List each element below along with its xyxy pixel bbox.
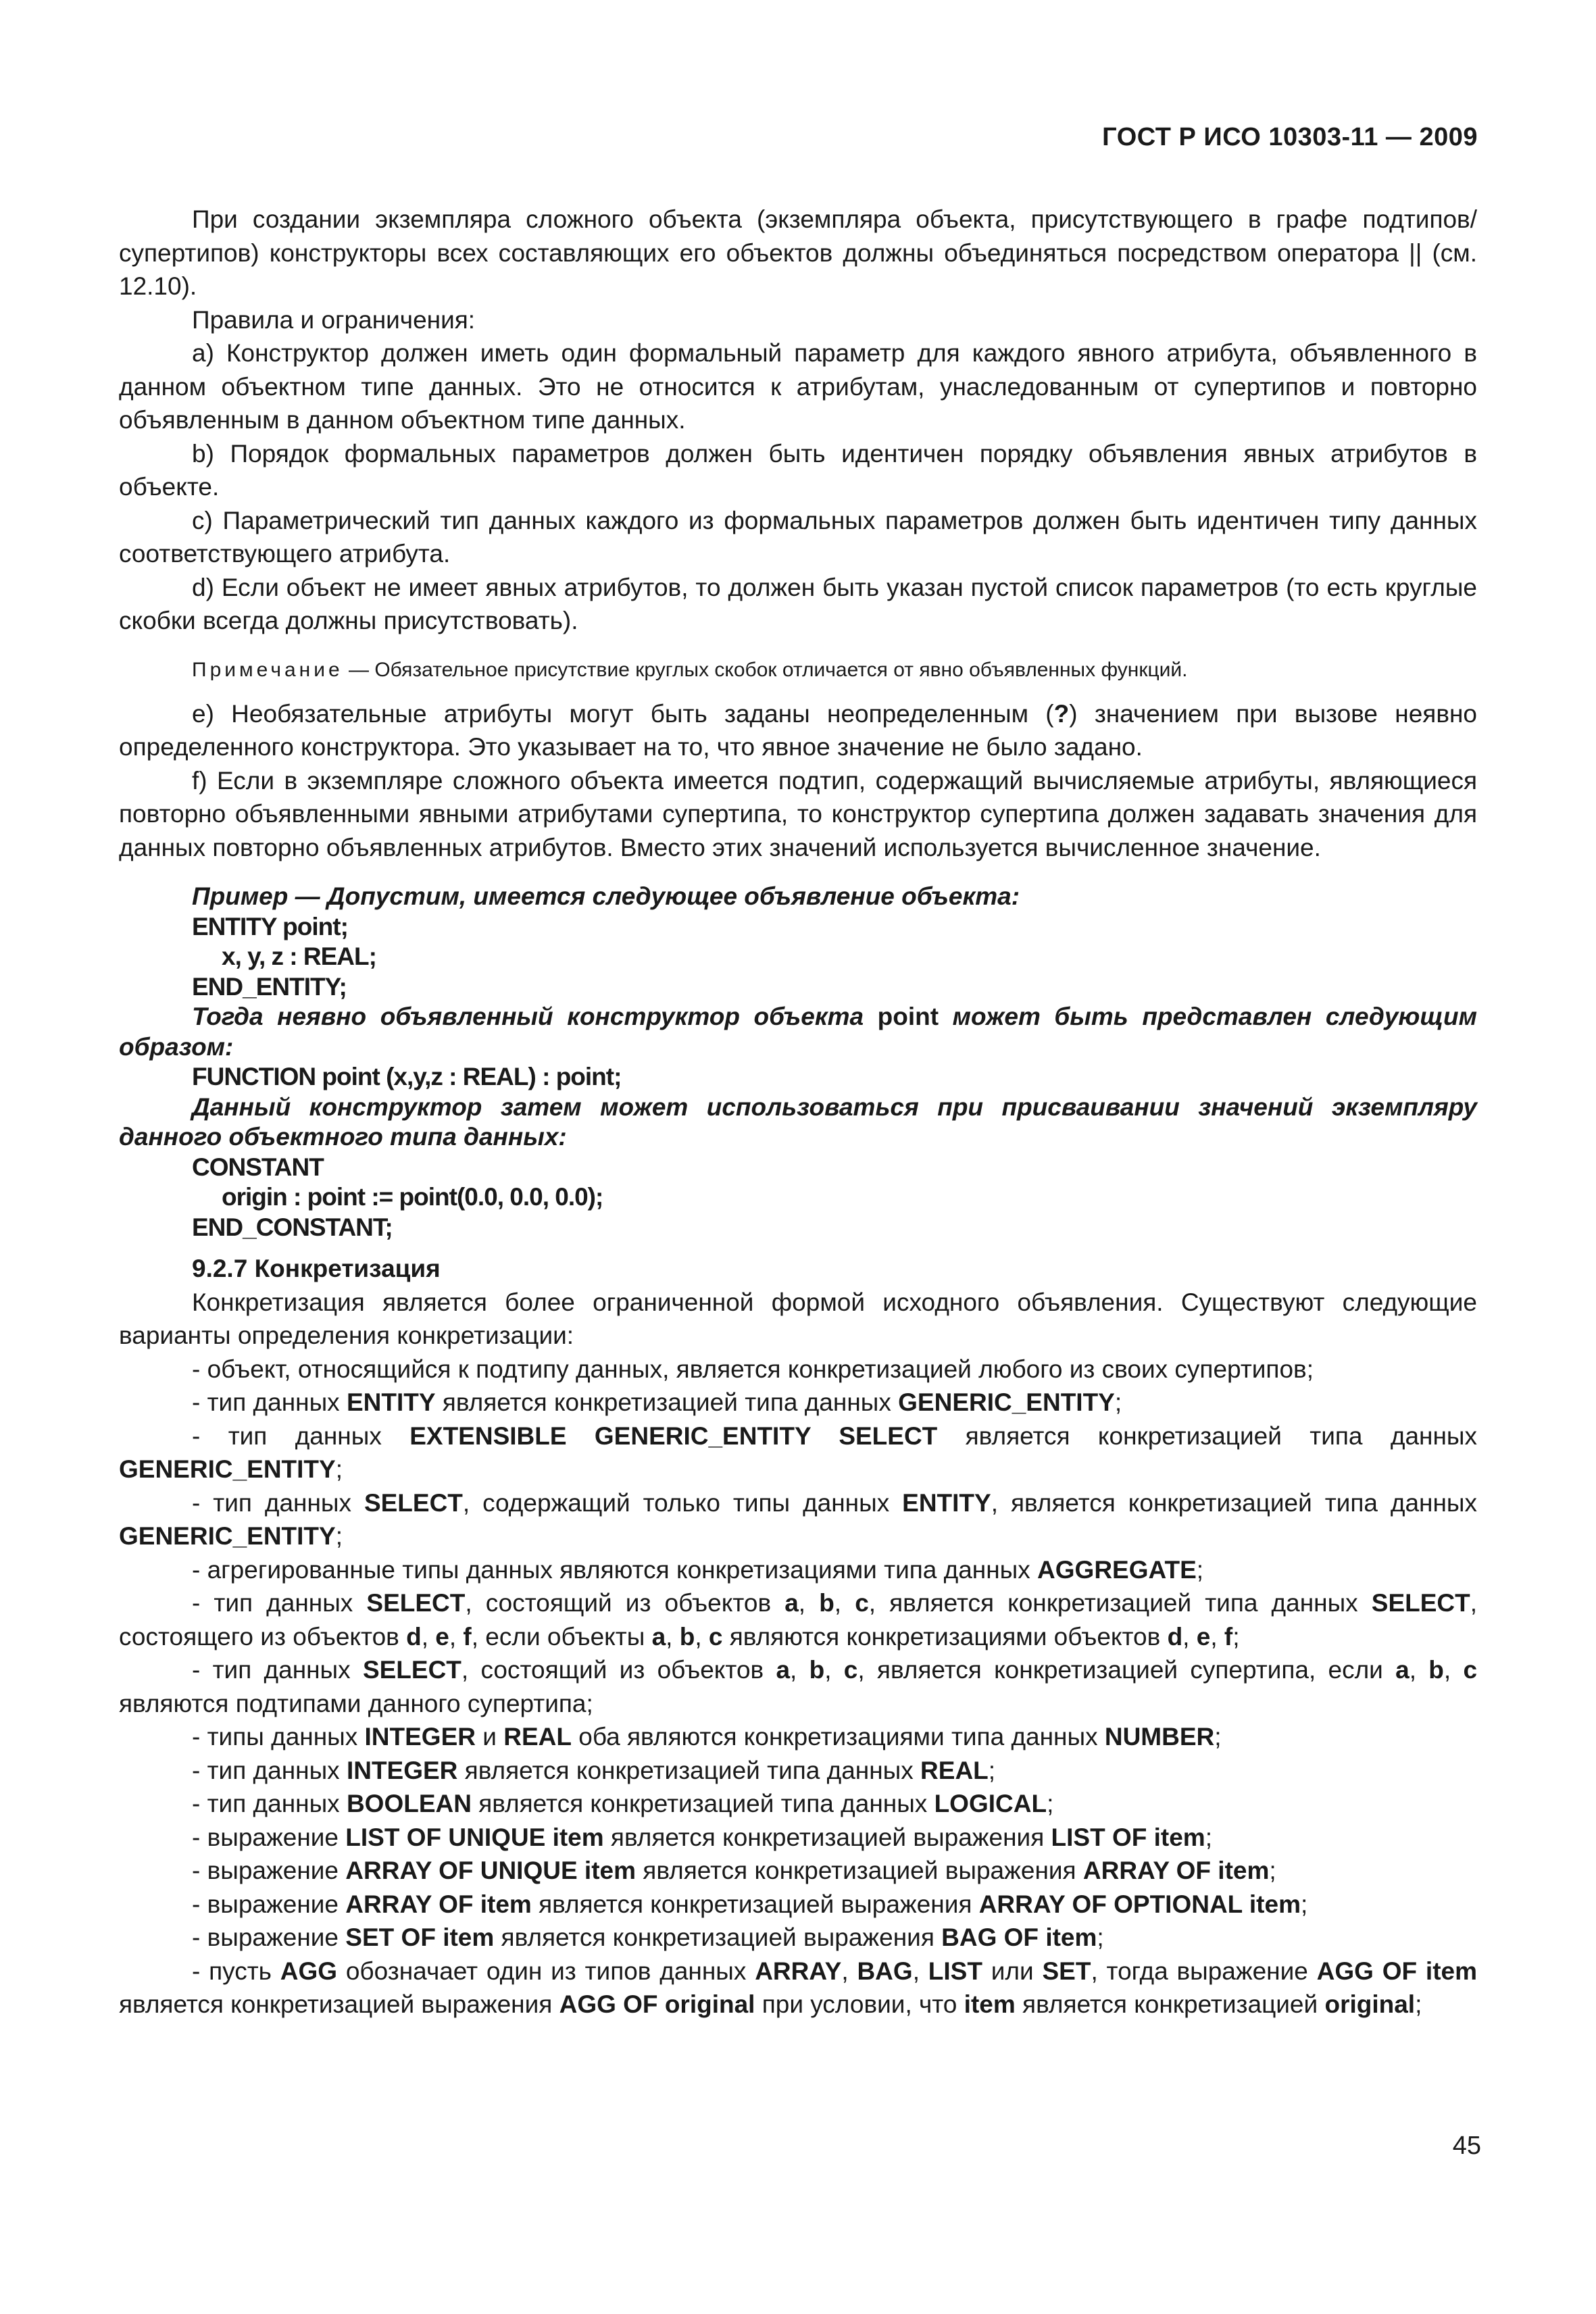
text-run: ,: [834, 1589, 855, 1617]
keyword: NUMBER: [1104, 1723, 1215, 1751]
text-run: , содержащий только типы данных: [462, 1488, 903, 1517]
keyword: b: [1428, 1656, 1444, 1684]
text-run: при условии, что: [755, 1990, 964, 2018]
keyword: SELECT: [1371, 1589, 1470, 1617]
keyword: REAL: [503, 1723, 572, 1751]
keyword: ARRAY OF OPTIONAL item: [978, 1890, 1301, 1918]
keyword: SET OF item: [345, 1923, 495, 1951]
text-run: ;: [1300, 1890, 1308, 1918]
section-title: 9.2.7 Конкретизация: [192, 1255, 441, 1282]
keyword: c: [855, 1589, 869, 1617]
rule-f: f) Если в экземпляре сложного объекта имеется подтип, содержащий вычисляемые атрибуты, являющиеся повторно объявленными явными атрибутами супертипа, то конструктор супертипа должен задавать значения для данных повторно объявленных атрибутов. Вместо этих значений используется вычисленное значение.: [119, 766, 1477, 861]
text-run: , если объекты: [471, 1622, 652, 1651]
list-item: [119, 1955, 1477, 2021]
note: [192, 657, 1477, 684]
text-run: ,: [421, 1622, 436, 1651]
rule-a: a) Конструктор должен иметь один формальный параметр для каждого явного атрибута, объявленного в данном объектном типе данных. Это не относится к атрибутам, унаследованным от супертипов и повторно объявленным в данном объектном типе данных.: [119, 339, 1477, 434]
list-item: [119, 1653, 1477, 1720]
example-text: [119, 1002, 1477, 1062]
list-item: [119, 1386, 1477, 1419]
text-run: ,: [798, 1589, 820, 1617]
text-run: , состоящего из объектов: [119, 1589, 1478, 1651]
note-label: Примечание: [192, 658, 343, 681]
text-run: ,: [912, 1957, 928, 1985]
list-item: [119, 1754, 1477, 1788]
keyword: SELECT: [362, 1656, 462, 1684]
text-run: , состоящий из объектов: [465, 1589, 785, 1617]
text-run: являются подтипами данного супертипа;: [119, 1689, 593, 1717]
rule-e-text-start: e) Необязательные атрибуты могут быть заданы неопределенным (: [192, 699, 1054, 728]
keyword: BAG: [857, 1957, 913, 1985]
keyword: LIST OF UNIQUE item: [345, 1823, 604, 1851]
code-line: x, y, z : REAL;: [222, 942, 376, 970]
text-run: является конкретизацией выражения: [119, 1990, 559, 2018]
text-run: - выражение: [192, 1890, 346, 1918]
text-run: является конкретизацией типа данных: [937, 1422, 1477, 1450]
rules-title: Правила и ограничения:: [192, 305, 476, 334]
text-run: ;: [1269, 1857, 1276, 1884]
text-run: - выражение: [192, 1923, 346, 1951]
note-text: — Обязательное присутствие круглых скобок отличается от явно объявленных функций.: [343, 658, 1188, 681]
document-code-header: ГОСТ Р ИСО 10303-11 — 2009: [1102, 123, 1478, 151]
text-run: - выражение: [192, 1857, 346, 1884]
text-run: - тип данных: [192, 1756, 347, 1784]
code-line: END_ENTITY;: [192, 972, 347, 1001]
keyword: AGG: [280, 1957, 338, 1985]
example-inline-code: point: [877, 1003, 939, 1030]
code-line: ENTITY point;: [192, 912, 348, 940]
keyword: f: [1224, 1622, 1233, 1651]
text-run: ,: [841, 1957, 857, 1985]
text-run: - выражение: [192, 1823, 346, 1851]
keyword: LOGICAL: [934, 1790, 1047, 1817]
text-run: являются конкретизациями объектов: [722, 1622, 1168, 1651]
text-run: - пусть: [192, 1957, 280, 1985]
section-intro: Конкретизация является более ограниченной формой исходного объявления. Существуют следующие варианты определения конкретизации:: [119, 1288, 1477, 1349]
example-text: Данный конструктор затем может использоваться при присваивании значений экземпляру данного объектного типа данных:: [119, 1092, 1477, 1151]
text-run: ;: [1205, 1823, 1212, 1851]
text-run: или: [982, 1957, 1043, 1985]
rule-c: c) Параметрический тип данных каждого из формальных параметров должен быть идентичен типу данных соответствующего атрибута.: [119, 506, 1477, 568]
text-run: ,: [824, 1656, 844, 1684]
paragraph: При создании экземпляра сложного объекта (экземпляра объекта, присутствующего в графе подтипов/супертипов) конструкторы всех составляющих его объектов должны объединяться посредством оператора || (см. 12.10).: [119, 205, 1477, 300]
keyword: item: [964, 1990, 1016, 2018]
keyword: ENTITY: [902, 1488, 991, 1517]
text-run: ,: [790, 1656, 809, 1684]
keyword: c: [843, 1656, 858, 1684]
keyword: REAL: [920, 1756, 989, 1784]
keyword: b: [679, 1622, 695, 1651]
text-run: - тип данных: [192, 1656, 363, 1684]
keyword: ENTITY: [346, 1388, 436, 1416]
text-run: ,: [666, 1622, 680, 1651]
text-run: , является конкретизацией типа данных: [868, 1589, 1372, 1617]
rules-continued: [119, 697, 1477, 865]
text-run: ,: [1409, 1656, 1429, 1684]
list-item: [119, 1486, 1477, 1553]
list-item: [119, 1586, 1477, 1653]
intro-block: [119, 203, 1477, 638]
text-run: ,: [449, 1622, 464, 1651]
text-run: является конкретизацией типа данных: [435, 1388, 899, 1416]
list-item: [119, 1854, 1477, 1888]
text-run: ;: [988, 1756, 996, 1784]
text-run: - тип данных: [192, 1422, 410, 1450]
example-block: [119, 882, 1477, 1242]
text-run: , является конкретизацией супертипа, если: [857, 1656, 1396, 1684]
keyword: a: [776, 1656, 791, 1684]
keyword: GENERIC_ENTITY: [119, 1455, 336, 1483]
text-run: является конкретизацией типа данных: [457, 1756, 921, 1784]
keyword: e: [1196, 1622, 1211, 1651]
keyword: ARRAY OF item: [345, 1890, 532, 1918]
keyword: a: [1395, 1656, 1410, 1684]
list-item: [119, 1888, 1477, 1921]
code-line: CONSTANT: [192, 1153, 324, 1181]
text-run: ;: [1196, 1555, 1204, 1584]
text-run: и: [476, 1723, 504, 1751]
code-line: FUNCTION point (x,y,z : REAL) : point;: [192, 1063, 622, 1090]
keyword: d: [1167, 1622, 1183, 1651]
text-run: - агрегированные типы данных являются конкретизациями типа данных: [192, 1555, 1038, 1584]
text-run: является конкретизацией выражения: [603, 1823, 1051, 1851]
keyword: GENERIC_ENTITY: [119, 1522, 336, 1550]
rule-e-symbol: ?: [1053, 699, 1070, 728]
text-run: - типы данных: [192, 1723, 365, 1751]
example-heading: Пример — Допустим, имеется следующее объявление объекта:: [192, 882, 1020, 910]
text-run: - объект, относящийся к подтипу данных, является конкретизацией любого из своих супертипов;: [192, 1355, 1314, 1383]
keyword: AGG OF item: [1316, 1957, 1477, 1985]
text-run: - тип данных: [192, 1488, 364, 1517]
text-run: ;: [1097, 1923, 1104, 1951]
keyword: e: [435, 1622, 449, 1651]
keyword: LIST: [928, 1957, 982, 1985]
keyword: ARRAY OF item: [1082, 1857, 1270, 1884]
keyword: LIST OF item: [1051, 1823, 1205, 1851]
text-run: - тип данных: [192, 1790, 347, 1817]
page-number: 45: [1452, 2132, 1481, 2160]
text-run: оба являются конкретизациями типа данных: [571, 1723, 1105, 1751]
keyword: SELECT: [366, 1589, 466, 1617]
text-run: ,: [695, 1622, 709, 1651]
keyword: c: [708, 1622, 723, 1651]
text-run: ;: [1232, 1622, 1240, 1651]
example-text-start: Тогда неявно объявленный конструктор объекта: [192, 1003, 878, 1030]
code-line: origin : point := point(0.0, 0.0, 0.0);: [222, 1183, 603, 1211]
list-item: [119, 1720, 1477, 1754]
list-item: [119, 1821, 1477, 1855]
text-run: , является конкретизацией типа данных: [991, 1488, 1477, 1517]
text-run: ;: [1214, 1723, 1222, 1751]
text-run: ,: [1182, 1622, 1197, 1651]
list-item: [119, 1787, 1477, 1821]
keyword: b: [809, 1656, 825, 1684]
keyword: original: [1324, 1990, 1416, 2018]
list-item: [119, 1353, 1477, 1386]
keyword: BAG OF item: [941, 1923, 1097, 1951]
example-text-end: может быть представлен следующим образом:: [119, 1003, 1477, 1061]
text-run: ;: [335, 1455, 343, 1483]
text-run: является конкретизацией выражения: [636, 1857, 1083, 1884]
text-run: , тогда выражение: [1091, 1957, 1317, 1985]
specialization-list: [119, 1353, 1477, 2021]
text-run: является конкретизацией типа данных: [471, 1790, 934, 1817]
rule-e-text-end: ) значением при вызове неявно определенного конструктора. Это указывает на то, что явное значение не было задано.: [119, 699, 1477, 761]
rule-e: [119, 697, 1477, 764]
code-line: END_CONSTANT;: [192, 1213, 393, 1241]
text-run: ,: [1443, 1656, 1464, 1684]
text-run: - тип данных: [192, 1589, 367, 1617]
text-run: ;: [1114, 1388, 1122, 1416]
text-run: обозначает один из типов данных: [337, 1957, 755, 1985]
keyword: a: [784, 1589, 799, 1617]
text-run: является конкретизацией выражения: [494, 1923, 942, 1951]
section-9-2-7: [119, 1252, 1477, 2021]
keyword: AGG OF original: [559, 1990, 755, 2018]
keyword: EXTENSIBLE GENERIC_ENTITY SELECT: [409, 1422, 938, 1450]
text-run: ,: [1210, 1622, 1224, 1651]
page-body: [119, 203, 1477, 2021]
keyword: SELECT: [364, 1488, 463, 1517]
keyword: f: [463, 1622, 472, 1651]
list-item: [119, 1553, 1477, 1587]
list-item: [119, 1921, 1477, 1955]
rule-d: d) Если объект не имеет явных атрибутов, то должен быть указан пустой список параметров (то есть круглые скобки всегда должны присутствовать).: [119, 573, 1477, 634]
keyword: ARRAY: [755, 1957, 842, 1985]
keyword: BOOLEAN: [346, 1790, 472, 1817]
text-run: ;: [1047, 1790, 1054, 1817]
keyword: c: [1463, 1656, 1478, 1684]
text-run: ;: [1415, 1990, 1422, 2018]
keyword: AGGREGATE: [1037, 1555, 1197, 1584]
text-run: является конкретизацией выражения: [531, 1890, 979, 1918]
rule-b: b) Порядок формальных параметров должен быть идентичен порядку объявления явных атрибутов в объекте.: [119, 439, 1477, 501]
keyword: INTEGER: [346, 1756, 458, 1784]
text-run: , состоящий из объектов: [461, 1656, 776, 1684]
keyword: b: [819, 1589, 834, 1617]
keyword: GENERIC_ENTITY: [898, 1388, 1115, 1416]
text-run: является конкретизацией: [1015, 1990, 1325, 2018]
list-item: [119, 1419, 1477, 1486]
keyword: ARRAY OF UNIQUE item: [345, 1857, 636, 1884]
keyword: d: [406, 1622, 422, 1651]
text-run: - тип данных: [192, 1388, 347, 1416]
keyword: SET: [1042, 1957, 1091, 1985]
text-run: ;: [335, 1522, 343, 1550]
keyword: a: [651, 1622, 666, 1651]
keyword: INTEGER: [364, 1723, 476, 1751]
